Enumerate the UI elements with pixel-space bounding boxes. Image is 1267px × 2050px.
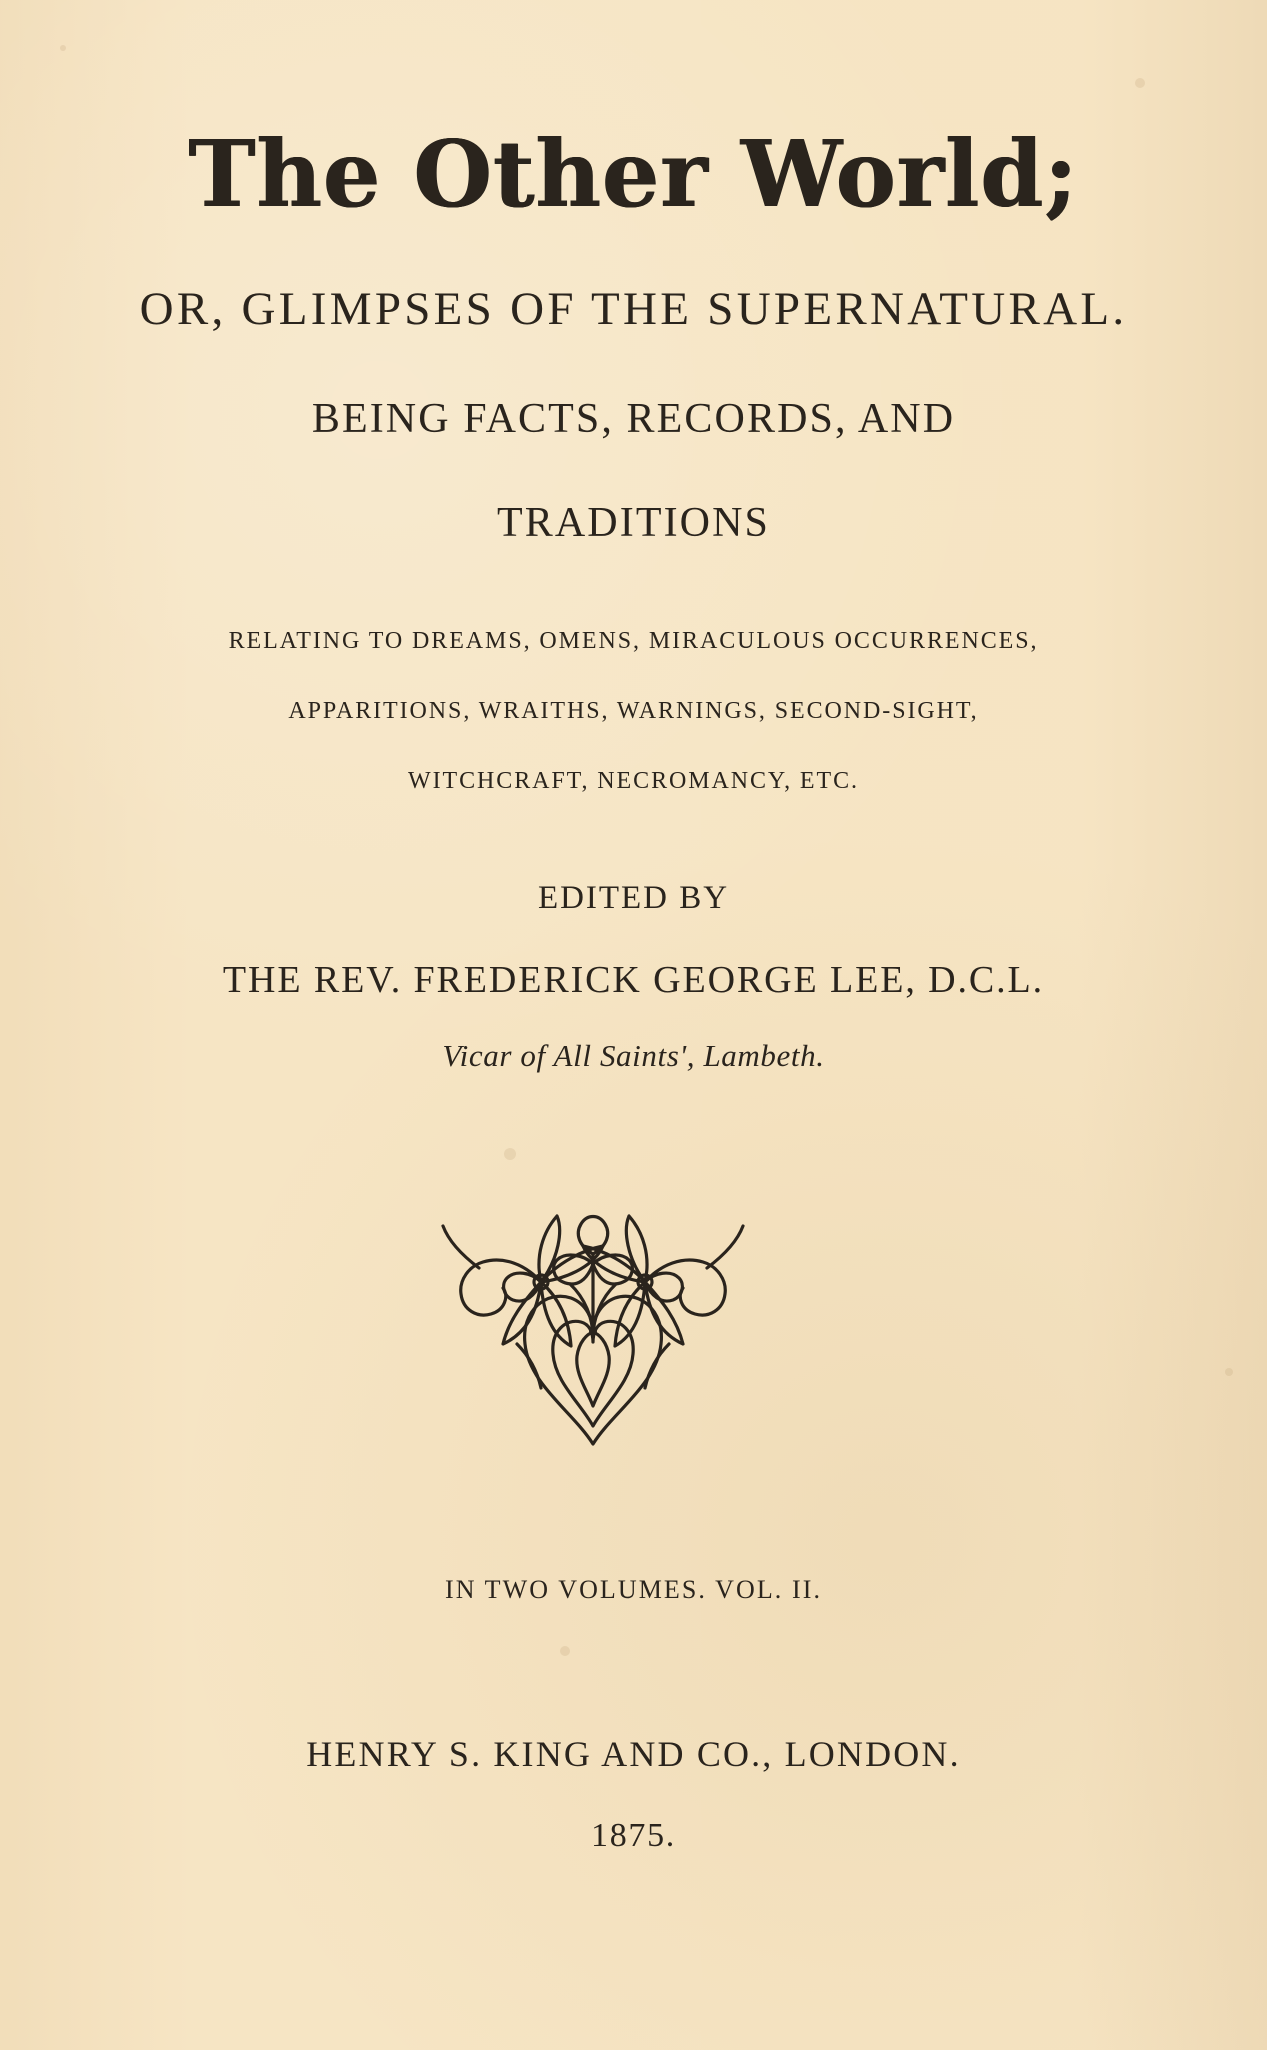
edited-by-label: EDITED BY (537, 880, 730, 916)
volume-info: IN TWO VOLUMES. VOL. II. (444, 1575, 823, 1604)
description-line-2: APPARITIONS, WRAITHS, WARNINGS, SECOND-SIGHT, (288, 698, 979, 724)
subtitle-primary: OR, GLIMPSES OF THE SUPERNATURAL. (139, 283, 1128, 335)
description-line-1: RELATING TO DREAMS, OMENS, MIRACULOUS OCCURRENCES, (228, 628, 1039, 654)
paper-spot (1135, 78, 1145, 88)
publisher-line: HENRY S. KING AND CO., LONDON. (306, 1734, 961, 1774)
subtitle-secondary: BEING FACTS, RECORDS, AND (311, 396, 956, 442)
editor-role: Vicar of All Saints', Lambeth. (442, 1038, 825, 1073)
subtitle-tertiary: TRADITIONS (497, 500, 770, 546)
paper-spot (60, 45, 66, 51)
paper-spot (1225, 1368, 1233, 1376)
editor-name: THE REV. FREDERICK GEORGE LEE, D.C.L. (222, 959, 1045, 1001)
publication-year: 1875. (591, 1817, 676, 1854)
page-title: The Other World; (188, 120, 1079, 228)
paper-spot (560, 1646, 570, 1656)
floral-ornament-icon (433, 1206, 753, 1446)
paper-spot (504, 1148, 516, 1160)
description-line-3: WITCHCRAFT, NECROMANCY, ETC. (408, 768, 859, 794)
